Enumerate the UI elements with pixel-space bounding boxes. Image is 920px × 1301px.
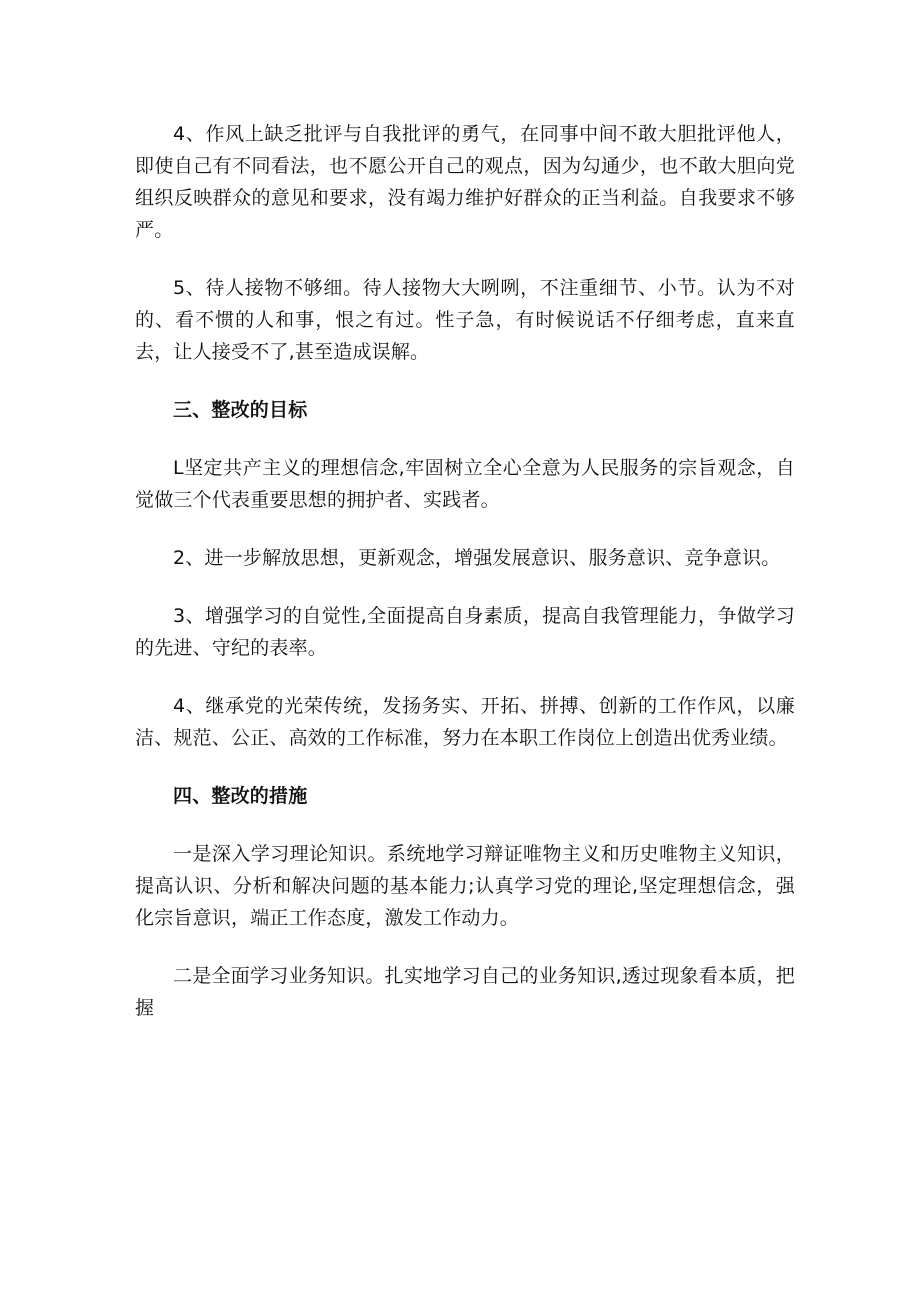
- paragraph-item-5-manners: 5、待人接物不够细。待人接物大大咧咧，不注重细节、小节。认为不对的、看不惯的人和事，恨之有过。性子急，有时候说话不仔细考虑，直来直去，让人接受不了,甚至造成误解。: [135, 277, 795, 363]
- paragraph-measure-1: 一是深入学习理论知识。系统地学习辩证唯物主义和历史唯物主义知识，提高认识、分析和解决问题的基本能力;认真学习党的理论,坚定理想信念，强化宗旨意识，端正工作态度，激发工作动力。: [135, 843, 795, 929]
- section-heading-goals: 三、整改的目标: [173, 399, 308, 421]
- document-body: [135, 118, 795, 1024]
- section-heading-measures: 四、整改的措施: [173, 785, 308, 807]
- paragraph-goal-3: 3、增强学习的自觉性,全面提高自身素质，提高自我管理能力，争做学习的先进、守纪的表率。: [135, 605, 795, 659]
- paragraph-goal-4: 4、继承党的光荣传统，发扬务实、开拓、拼搏、创新的工作作风，以廉洁、规范、公正、高效的工作标准，努力在本职工作岗位上创造出优秀业绩。: [135, 695, 795, 749]
- paragraph-goal-1: L坚定共产主义的理想信念,牢固树立全心全意为人民服务的宗旨观念，自觉做三个代表重要思想的拥护者、实践者。: [135, 457, 795, 511]
- paragraph-item-4-style: 4、作风上缺乏批评与自我批评的勇气，在同事中间不敢大胆批评他人，即使自己有不同看法，也不愿公开自己的观点，因为勾通少，也不敢大胆向党组织反映群众的意见和要求，没有竭力维护好群众的正当利益。自我要求不够严。: [135, 123, 795, 241]
- paragraph-goal-2: 2、进一步解放思想，更新观念，增强发展意识、服务意识、竞争意识。: [173, 547, 781, 569]
- paragraph-measure-2: 二是全面学习业务知识。扎实地学习自己的业务知识,透过现象看本质，把握: [135, 965, 795, 1019]
